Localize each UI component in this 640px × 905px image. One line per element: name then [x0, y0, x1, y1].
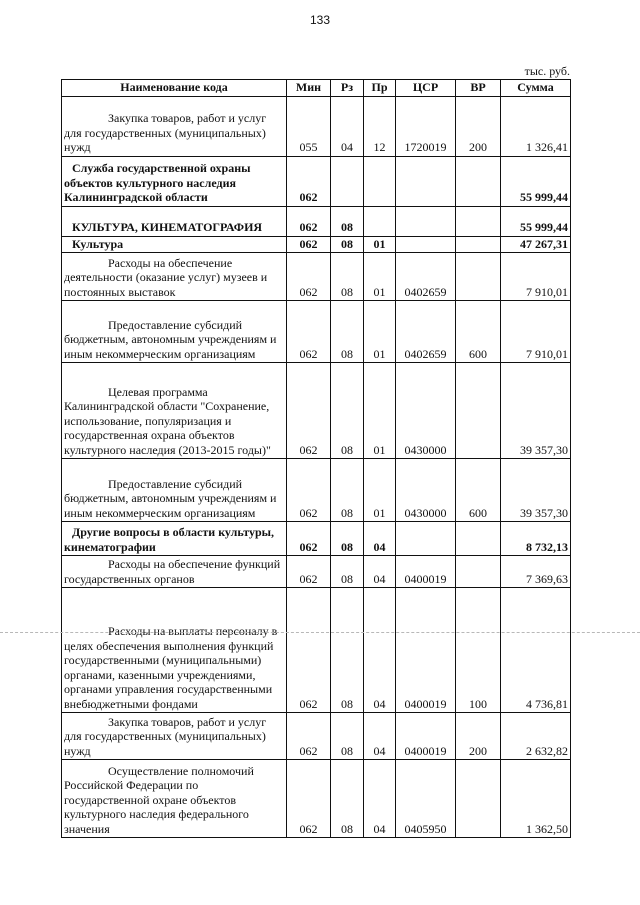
table-row — [62, 301, 571, 363]
row-min: 062 — [287, 459, 331, 522]
row-csr — [396, 206, 456, 236]
row-pr: 04 — [364, 522, 396, 556]
table-header-row — [62, 80, 571, 97]
row-name: Закупка товаров, работ и услуг для государственных (муниципальных) нужд — [62, 96, 287, 156]
row-rz: 08 — [331, 301, 364, 363]
row-name: Предоставление субсидий бюджетным, автономным учреждениям и иным некоммерческим организациям — [62, 301, 287, 363]
header-min: Мин — [287, 80, 331, 97]
row-vr: 200 — [456, 96, 501, 156]
row-sum: 2 632,82 — [501, 713, 571, 760]
row-csr: 0400019 — [396, 556, 456, 588]
row-vr: 600 — [456, 301, 501, 363]
row-rz: 08 — [331, 556, 364, 588]
row-min: 062 — [287, 588, 331, 713]
row-pr: 12 — [364, 96, 396, 156]
units-label: тыс. руб. — [524, 64, 570, 78]
row-csr — [396, 522, 456, 556]
row-csr: 0405950 — [396, 760, 456, 838]
row-name: Служба государственной охраны объектов культурного наследия Калининградской области — [62, 156, 287, 206]
row-name: Закупка товаров, работ и услуг для государственных (муниципальных) нужд — [62, 713, 287, 760]
table-row — [62, 556, 571, 588]
table-row — [62, 713, 571, 760]
header-sum: Сумма — [501, 80, 571, 97]
row-vr — [456, 156, 501, 206]
row-name: Другие вопросы в области культуры, кинематографии — [62, 522, 287, 556]
row-vr: 100 — [456, 588, 501, 713]
row-min: 062 — [287, 206, 331, 236]
table-row — [62, 522, 571, 556]
table-row — [62, 156, 571, 206]
row-csr — [396, 156, 456, 206]
row-vr — [456, 206, 501, 236]
row-pr: 04 — [364, 760, 396, 838]
row-name: Культура — [62, 236, 287, 253]
row-pr: 01 — [364, 459, 396, 522]
row-rz: 08 — [331, 588, 364, 713]
row-min: 062 — [287, 156, 331, 206]
row-sum: 8 732,13 — [501, 522, 571, 556]
table-row — [62, 363, 571, 459]
header-pr: Пр — [364, 80, 396, 97]
budget-table — [61, 79, 571, 838]
row-rz: 08 — [331, 206, 364, 236]
row-name: КУЛЬТУРА, КИНЕМАТОГРАФИЯ — [62, 206, 287, 236]
scan-fold-line — [0, 632, 640, 633]
row-sum: 7 910,01 — [501, 253, 571, 301]
row-name: Предоставление субсидий бюджетным, автономным учреждениям и иным некоммерческим организациям — [62, 459, 287, 522]
row-min: 062 — [287, 253, 331, 301]
row-pr: 04 — [364, 588, 396, 713]
row-vr — [456, 760, 501, 838]
row-name: Расходы на обеспечение деятельности (оказание услуг) музеев и постоянных выставок — [62, 253, 287, 301]
row-rz: 08 — [331, 713, 364, 760]
table-row — [62, 588, 571, 713]
row-pr: 04 — [364, 713, 396, 760]
header-vr: ВР — [456, 80, 501, 97]
table-row — [62, 760, 571, 838]
row-min: 062 — [287, 363, 331, 459]
row-pr: 01 — [364, 301, 396, 363]
page-number: 133 — [309, 13, 331, 27]
row-min: 055 — [287, 96, 331, 156]
row-rz: 08 — [331, 363, 364, 459]
row-rz: 08 — [331, 253, 364, 301]
table-row — [62, 459, 571, 522]
row-sum: 7 369,63 — [501, 556, 571, 588]
row-sum: 55 999,44 — [501, 156, 571, 206]
row-sum: 39 357,30 — [501, 363, 571, 459]
row-min: 062 — [287, 713, 331, 760]
row-vr: 200 — [456, 713, 501, 760]
row-sum: 7 910,01 — [501, 301, 571, 363]
table-row — [62, 253, 571, 301]
header-name: Наименование кода — [62, 80, 287, 97]
row-vr: 600 — [456, 459, 501, 522]
row-pr — [364, 206, 396, 236]
row-pr: 01 — [364, 236, 396, 253]
row-sum: 1 362,50 — [501, 760, 571, 838]
row-name: Расходы на выплаты персоналу в целях обеспечения выполнения функций государственными (муниципальными) органами, казенными учреждениями, органами управления государственными внебюджетными фондами — [62, 588, 287, 713]
row-vr — [456, 363, 501, 459]
row-csr: 0402659 — [396, 301, 456, 363]
row-csr: 0430000 — [396, 363, 456, 459]
row-pr: 04 — [364, 556, 396, 588]
row-csr: 0400019 — [396, 713, 456, 760]
row-rz: 08 — [331, 522, 364, 556]
row-rz: 04 — [331, 96, 364, 156]
row-rz: 08 — [331, 236, 364, 253]
header-csr: ЦСР — [396, 80, 456, 97]
row-pr — [364, 156, 396, 206]
row-csr: 0402659 — [396, 253, 456, 301]
row-vr — [456, 556, 501, 588]
row-name: Целевая программа Калининградской области "Сохранение, использование, популяризация и государственная охрана объектов культурного наследия (2013-2015 годы)" — [62, 363, 287, 459]
row-vr — [456, 253, 501, 301]
row-min: 062 — [287, 522, 331, 556]
row-csr: 0430000 — [396, 459, 456, 522]
row-csr: 0400019 — [396, 588, 456, 713]
row-pr: 01 — [364, 363, 396, 459]
row-sum: 4 736,81 — [501, 588, 571, 713]
row-name: Расходы на обеспечение функций государственных органов — [62, 556, 287, 588]
row-sum: 55 999,44 — [501, 206, 571, 236]
header-rz: Рз — [331, 80, 364, 97]
row-csr — [396, 236, 456, 253]
row-min: 062 — [287, 556, 331, 588]
row-name: Осуществление полномочий Российской Федерации по государственной охране объектов культурного наследия федерального значения — [62, 760, 287, 838]
row-rz — [331, 156, 364, 206]
row-csr: 1720019 — [396, 96, 456, 156]
row-vr — [456, 522, 501, 556]
row-min: 062 — [287, 301, 331, 363]
row-min: 062 — [287, 236, 331, 253]
table-row — [62, 236, 571, 253]
row-rz: 08 — [331, 459, 364, 522]
row-sum: 39 357,30 — [501, 459, 571, 522]
row-sum: 47 267,31 — [501, 236, 571, 253]
row-vr — [456, 236, 501, 253]
row-min: 062 — [287, 760, 331, 838]
table-row — [62, 206, 571, 236]
table-row — [62, 96, 571, 156]
row-sum: 1 326,41 — [501, 96, 571, 156]
row-rz: 08 — [331, 760, 364, 838]
row-pr: 01 — [364, 253, 396, 301]
